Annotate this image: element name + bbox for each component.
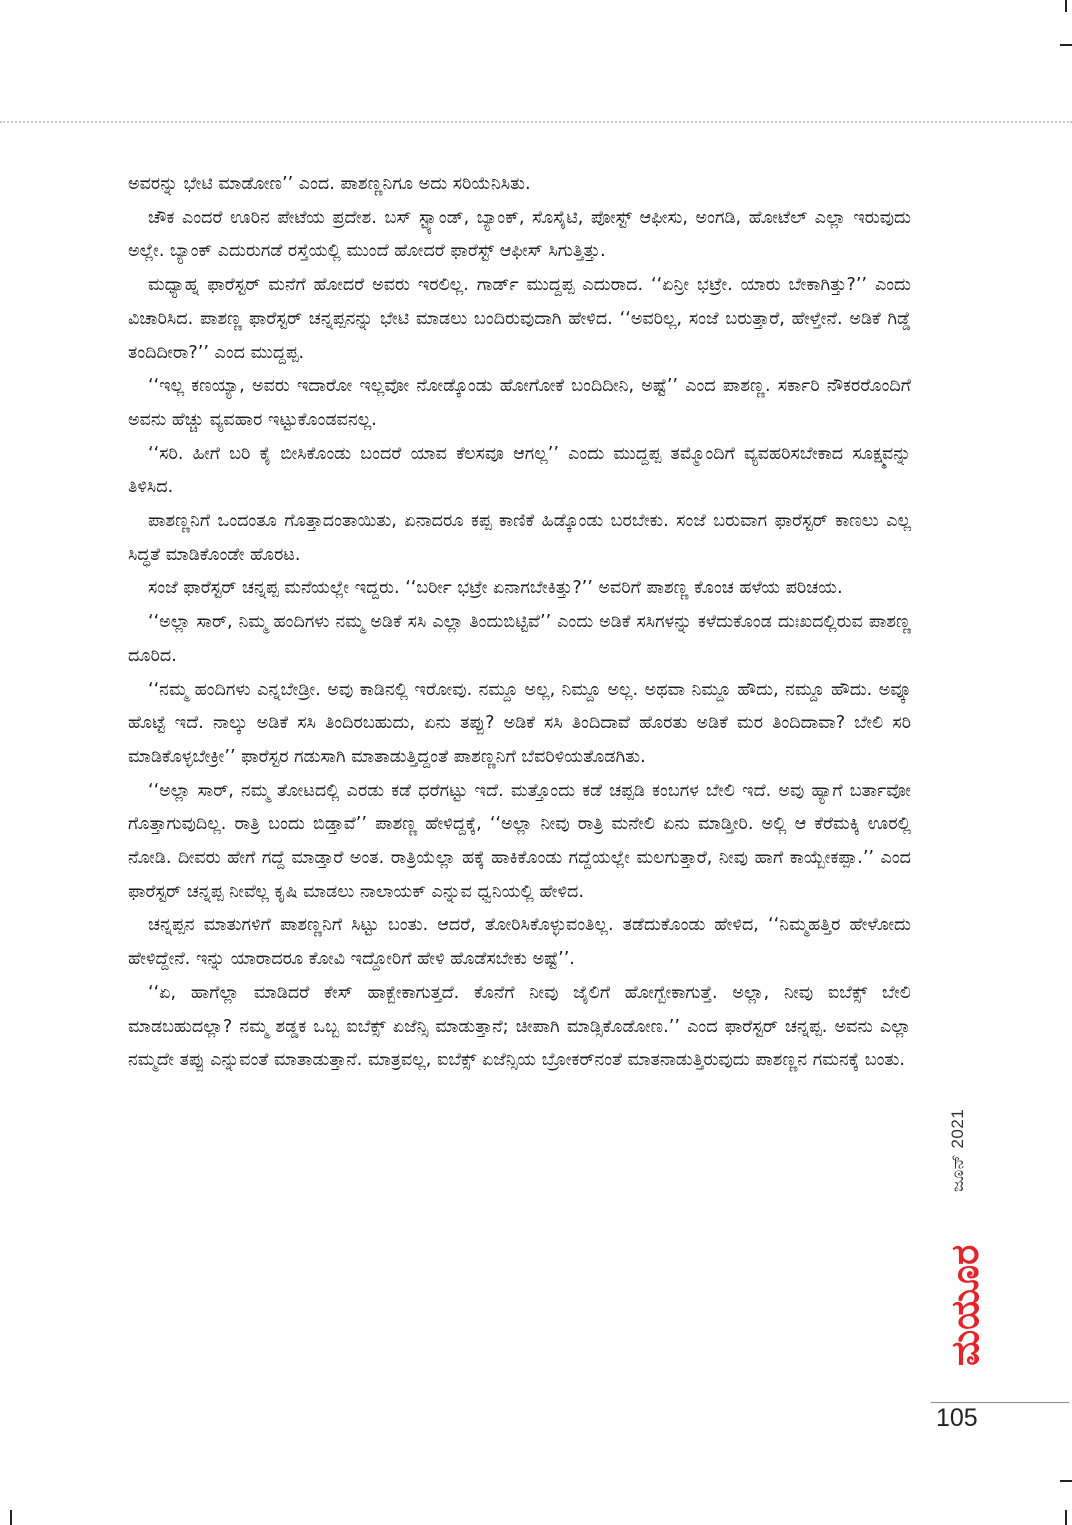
paragraph: ‘‘ಸರಿ. ಹೀಗೆ ಬರಿ ಕೈ ಬೀಸಿಕೊಂಡು ಬಂದರೆ ಯಾವ ಕೆಲಸವೂ ಆಗಲ್ಲ’’ ಎಂದು ಮುದ್ದಪ್ಪ ತಮ್ಮೊಂದಿಗೆ ವ್ಯವಹರಿಸಬೇಕಾದ ಸೂಕ್ಷ್ಮವನ್ನು ತಿಳಿಸಿದ. (128, 443, 911, 498)
crop-mark-top (1065, 0, 1067, 12)
page-number-rule (931, 1402, 1069, 1403)
paragraph: ‘‘ಅಲ್ಲಾ ಸಾರ್, ನಮ್ಮ ತೋಟದಲ್ಲಿ ಎರಡು ಕಡೆ ಧರೆಗಟ್ಟು ಇದೆ. ಮತ್ತೊಂದು ಕಡೆ ಚಪ್ಪಡಿ ಕಂಬಗಳ ಬೇಲಿ ಇದೆ. ಅವು ಹ್ಯಾಗೆ ಬರ್ತಾವೋ ಗೊತ್ತಾಗುವುದಿಲ್ಲ. ರಾತ್ರಿ ಬಂದು ಬಿಡ್ತಾವೆ’’ ಪಾಶಣ್ಣ ಹೇಳಿದ್ದಕ್ಕೆ, ‘‘ಅಲ್ಲಾ ನೀವು ರಾತ್ರಿ ಮನೇಲಿ ಏನು ಮಾಡ್ತೀರಿ. ಅಲ್ಲಿ ಆ ಕೆರೆಮಕ್ಕಿ ಊರಲ್ಲಿ ನೋಡಿ. ದೀವರು ಹೇಗೆ ಗದ್ದೆ ಮಾಡ್ತಾರೆ ಅಂತ. ರಾತ್ರಿಯೆಲ್ಲಾ ಹಕ್ಕೆ ಹಾಕಿಕೊಂಡು ಗದ್ದೆಯಲ್ಲೇ ಮಲಗುತ್ತಾರೆ, ನೀವು ಹಾಗೆ ಕಾಯ್ಬೇಕಪ್ಪಾ.’’ ಎಂದ ಫಾರೆಸ್ಟರ್ ಚನ್ನಪ್ಪ ನೀವೆಲ್ಲ ಕೃಷಿ ಮಾಡಲು ನಾಲಾಯಕ್ ಎನ್ನುವ ಧ್ವನಿಯಲ್ಲಿ ಹೇಳಿದ. (128, 780, 911, 902)
crop-mark-bottom-right (1060, 1480, 1072, 1482)
header-dotted-rule (0, 121, 1072, 123)
paragraph: ‘‘ನಮ್ಮ ಹಂದಿಗಳು ಎನ್ನಬೇಡ್ರೀ. ಅವು ಕಾಡಿನಲ್ಲಿ ಇರೋವು. ನಮ್ದೂ ಅಲ್ಲ, ನಿಮ್ದೂ ಅಲ್ಲ. ಅಥವಾ ನಿಮ್ದೂ ಹೌದು, ನಮ್ದೂ ಹೌದು. ಅವ್ಕೂ ಹೊಟ್ಟೆ ಇದೆ. ನಾಲ್ಕು ಅಡಿಕೆ ಸಸಿ ತಿಂದಿರಬಹುದು, ಏನು ತಪ್ಪು? ಅಡಿಕೆ ಸಸಿ ತಿಂದಿದಾವೆ ಹೊರತು ಅಡಿಕೆ ಮರ ತಿಂದಿದಾವಾ? ಬೇಲಿ ಸರಿ ಮಾಡಿಕೊಳ್ಳಬೇಕ್ರೀ’’ ಫಾರೆಸ್ಟರ ಗಡುಸಾಗಿ ಮಾತಾಡುತ್ತಿದ್ದಂತೆ ಪಾಶಣ್ಣನಿಗೆ ಬೆವರಿಳಿಯತೊಡಗಿತು. (128, 679, 911, 767)
paragraph: ‘‘ಅಲ್ಲಾ ಸಾರ್, ನಿಮ್ಮ ಹಂದಿಗಳು ನಮ್ಮ ಅಡಿಕೆ ಸಸಿ ಎಲ್ಲಾ ತಿಂದುಬಿಟ್ಟಿವೆ’’ ಎಂದು ಅಡಿಕೆ ಸಸಿಗಳನ್ನು ಕಳೆದುಕೊಂಡ ದುಃಖದಲ್ಲಿರುವ ಪಾಶಣ್ಣ ದೂರಿದ. (128, 612, 911, 666)
issue-date: ಜೂನ್ 2021 (948, 1108, 967, 1192)
paragraph: ಅವರನ್ನು ಭೇಟಿ ಮಾಡೋಣ’’ ಎಂದ. ಪಾಶಣ್ಣನಿಗೂ ಅದು ಸರಿಯೆನಿಸಿತು. (128, 174, 531, 194)
crop-mark-bottom (1065, 1510, 1067, 1525)
side-margin (918, 1090, 990, 1390)
paragraph: ಚನ್ನಪ್ಪನ ಮಾತುಗಳಿಗೆ ಪಾಶಣ್ಣನಿಗೆ ಸಿಟ್ಟು ಬಂತು. ಆದರೆ, ತೋರಿಸಿಕೊಳ್ಳುವಂತಿಲ್ಲ. ತಡೆದುಕೊಂಡು ಹೇಳಿದ, ‘‘ನಿಮ್ಮಹತ್ತಿರ ಹೇಳೋದು ಹೇಳಿದ್ದೇನೆ. ಇನ್ನು ಯಾರಾದರೂ ಕೋವಿ ಇದ್ದೋರಿಗೆ ಹೇಳಿ ಹೊಡೆಸಬೇಕು ಅಷ್ಟೆ’’. (128, 915, 911, 970)
paragraph: ಮಧ್ಯಾಹ್ನ ಫಾರೆಸ್ಟರ್ ಮನೆಗೆ ಹೋದರೆ ಅವರು ಇರಲಿಲ್ಲ. ಗಾರ್ಡ್ ಮುದ್ದಪ್ಪ ಎದುರಾದ. ‘‘ಏನ್ರೀ ಭಟ್ರೇ. ಯಾರು ಬೇಕಾಗಿತ್ತು?’’ ಎಂದು ವಿಚಾರಿಸಿದ. ಪಾಶಣ್ಣ ಫಾರೆಸ್ಟರ್ ಚನ್ನಪ್ಪನನ್ನು ಭೇಟಿ ಮಾಡಲು ಬಂದಿರುವುದಾಗಿ ಹೇಳಿದ. ‘‘ಅವರಿಲ್ಲ, ಸಂಜೆ ಬರುತ್ತಾರೆ, ಹೇಳ್ತೇನೆ. ಅಡಿಕೆ ಗಿಡ್ಡೆ ತಂದಿದೀರಾ?’’ ಎಂದ ಮುದ್ದಪ್ಪ. (128, 275, 911, 363)
paragraph: ‘‘ಇಲ್ಲ ಕಣಯ್ಯಾ, ಅವರು ಇದಾರೋ ಇಲ್ಲವೋ ನೋಡ್ಕೊಂಡು ಹೋಗೋಕೆ ಬಂದಿದೀನಿ, ಅಷ್ಟೆ’’ ಎಂದ ಪಾಶಣ್ಣ. ಸರ್ಕಾರಿ ನೌಕರರೊಂದಿಗೆ ಅವನು ಹೆಚ್ಚು ವ್ಯವಹಾರ ಇಟ್ಟುಕೊಂಡವನಲ್ಲ. (128, 376, 911, 430)
paragraph: ‘‘ಏ, ಹಾಗೆಲ್ಲಾ ಮಾಡಿದರೆ ಕೇಸ್ ಹಾಕ್ಬೇಕಾಗುತ್ತದೆ. ಕೊನೆಗೆ ನೀವು ಜೈಲಿಗೆ ಹೋಗ್ಬೇಕಾಗುತ್ತೆ. ಅಲ್ಲಾ, ನೀವು ಐಬೆಕ್ಸ್ ಬೇಲಿ ಮಾಡಬಹುದಲ್ಲಾ? ನಮ್ಮ ಶಡ್ಡಕ ಒಬ್ಬ ಐಬೆಕ್ಸ್ ಏಜೆನ್ಸಿ ಮಾಡುತ್ತಾನೆ; ಚೀಪಾಗಿ ಮಾಡ್ಸಿಕೊಡೋಣ.’’ ಎಂದ ಫಾರೆಸ್ಟರ್ ಚನ್ನಪ್ಪ. ಅವನು ಎಲ್ಲಾ ನಮ್ಮದೇ ತಪ್ಪು ಎನ್ನುವಂತೆ ಮಾತಾಡುತ್ತಾನೆ. ಮಾತ್ರವಲ್ಲ, ಐಬೆಕ್ಸ್ ಏಜೆನ್ಸಿಯ ಬ್ರೋಕರ್‌ನಂತೆ ಮಾತನಾಡುತ್ತಿರುವುದು ಪಾಶಣ್ಣನ ಗಮನಕ್ಕೆ ಬಂತು. (128, 982, 911, 1071)
article-body (128, 168, 911, 1078)
paragraph: ಚೌಕ ಎಂದರೆ ಊರಿನ ಪೇಟೆಯ ಪ್ರದೇಶ. ಬಸ್ ಸ್ಟ್ಯಾಂಡ್, ಬ್ಯಾಂಕ್, ಸೊಸೈಟಿ, ಪೋಸ್ಟ್ ಆಫೀಸು, ಅಂಗಡಿ, ಹೋಟೆಲ್ ಎಲ್ಲಾ ಇರುವುದು ಅಲ್ಲೇ. ಬ್ಯಾಂಕ್ ಎದುರುಗಡೆ ರಸ್ತೆಯಲ್ಲಿ ಮುಂದೆ ಹೋದರೆ ಫಾರೆಸ್ಟ್ ಆಫೀಸ್ ಸಿಗುತ್ತಿತ್ತು. (128, 207, 911, 262)
magazine-logo: ಮಯೂರ (943, 1244, 987, 1366)
crop-mark-bottom-left (10, 1510, 12, 1525)
page-number: 105 (936, 1404, 978, 1432)
paragraph: ಸಂಜೆ ಫಾರೆಸ್ಟರ್ ಚನ್ನಪ್ಪ ಮನೆಯಲ್ಲೇ ಇದ್ದರು. ‘‘ಬರ್ರೀ ಭಟ್ರೇ ಏನಾಗಬೇಕಿತ್ತು?’’ ಅವರಿಗೆ ಪಾಶಣ್ಣ ಕೊಂಚ ಹಳೆಯ ಪರಿಚಯ. (148, 578, 843, 599)
crop-mark-top-right (1060, 44, 1072, 46)
paragraph: ಪಾಶಣ್ಣನಿಗೆ ಒಂದಂತೂ ಗೊತ್ತಾದಂತಾಯಿತು, ಏನಾದರೂ ಕಪ್ಪ ಕಾಣಿಕೆ ಹಿಡ್ಕೊಂಡು ಬರಬೇಕು. ಸಂಜೆ ಬರುವಾಗ ಫಾರೆಸ್ಟರ್ ಕಾಣಲು ಎಲ್ಲ ಸಿದ್ಧತೆ ಮಾಡಿಕೊಂಡೇ ಹೊರಟ. (128, 511, 911, 565)
